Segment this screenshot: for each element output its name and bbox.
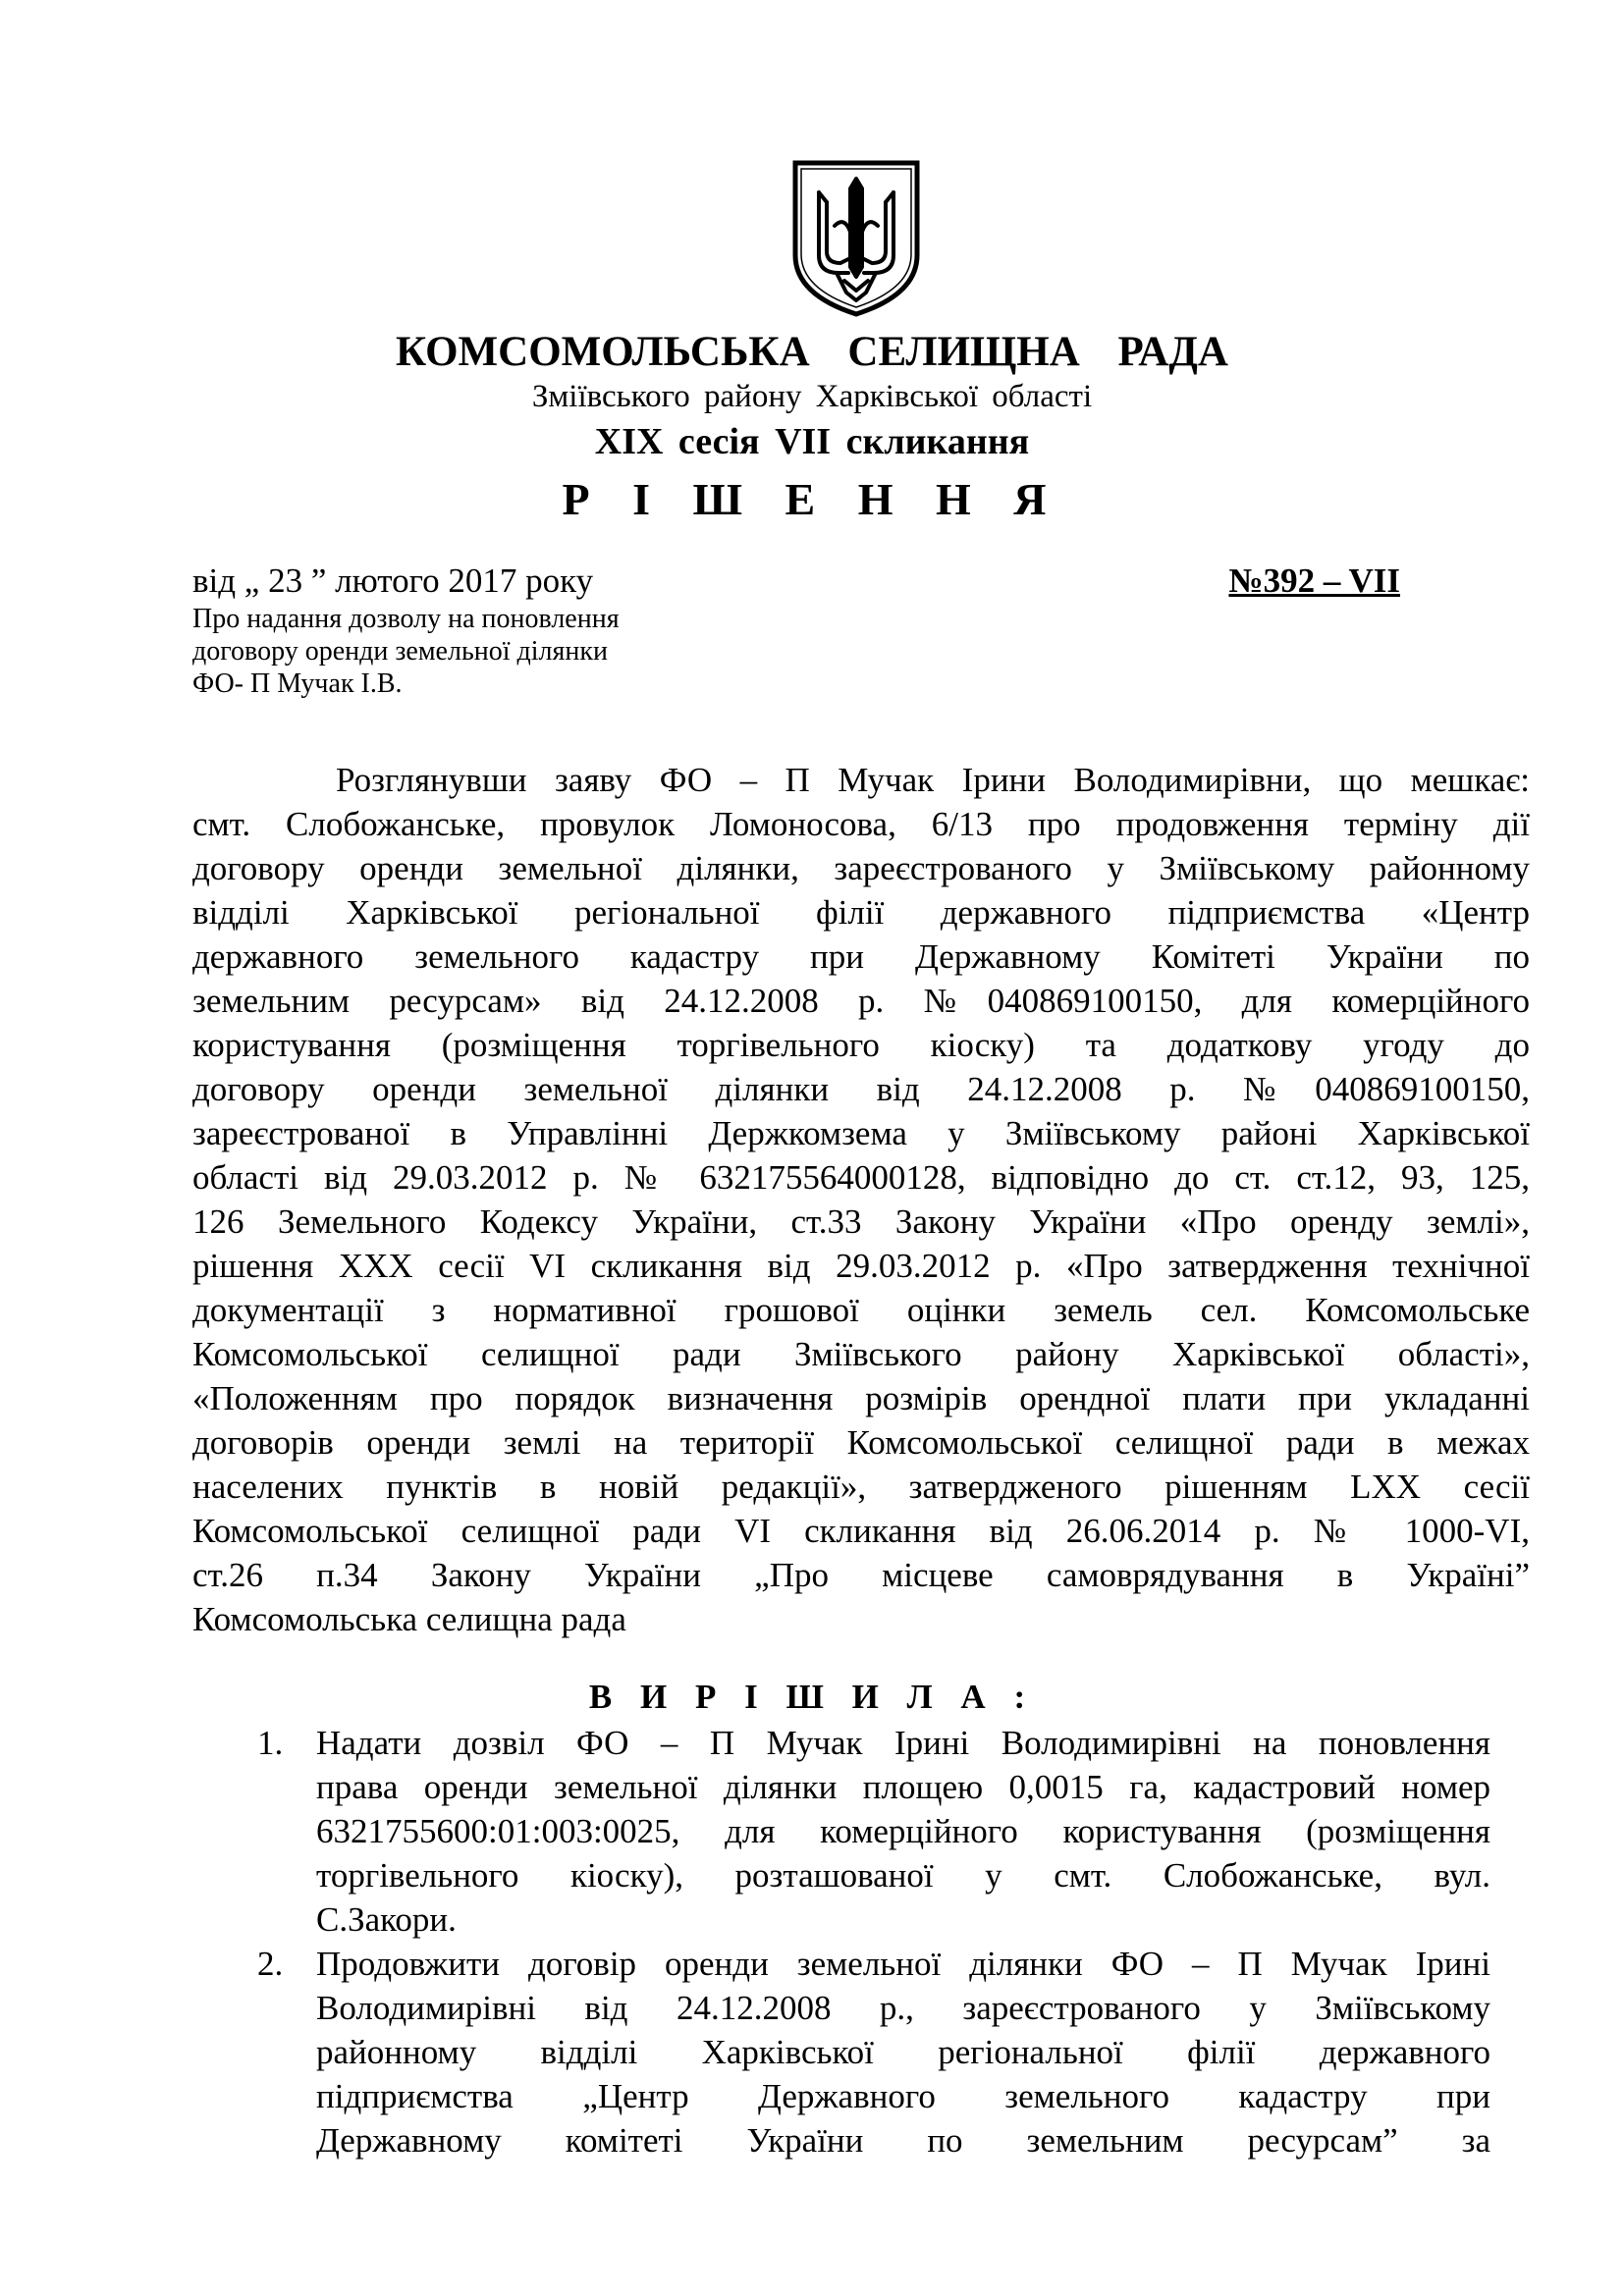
paragraph-line: державного земельного кадастру при Державному Комітеті України по — [192, 937, 1530, 976]
item-line: права оренди земельної ділянки площею 0,0015 га, кадастровий номер — [316, 1768, 1490, 1806]
item-line: С.Закори. — [316, 1900, 457, 1939]
session-convocation: ХІХ сесія VII скликання — [594, 421, 1030, 462]
paragraph-line: документації з нормативної грошової оцінки земель сел. Комсомольське — [192, 1291, 1530, 1329]
paragraph-line: Комсомольської селищної ради Зміївського району Харківської області», — [192, 1335, 1530, 1373]
item-line: районному відділі Харківської регіональної філії державного — [316, 2033, 1490, 2071]
paragraph-line: відділі Харківської регіональної філії державного підприємства «Центр — [192, 893, 1530, 932]
subject-line: ФО- П Мучак І.В. — [192, 668, 403, 699]
paragraph-line: Комсомольської селищної ради VІ скликання від 26.06.2014 р. № 1000-VI, — [192, 1512, 1530, 1550]
item-number: 1. — [257, 1724, 284, 1762]
paragraph-line: Комсомольська селищна рада — [192, 1600, 626, 1638]
decision-title: Р І Ш Е Н Н Я — [562, 474, 1062, 524]
paragraph-line: Розглянувши заяву ФО – П Мучак Ірини Володимирівни, що мешкає: — [336, 761, 1530, 799]
paragraph-line: договору оренди земельної ділянки, зареєстрованого у Зміївському районному — [192, 849, 1530, 887]
resolved-heading: В И Р І Ш И Л А : — [588, 1678, 1036, 1716]
item-line: 6321755600:01:003:0025, для комерційного користування (розміщення — [316, 1812, 1490, 1850]
council-name: КОМСОМОЛЬСЬКА СЕЛИЩНА РАДА — [396, 329, 1228, 375]
coat-of-arms-trident-icon — [789, 157, 923, 320]
item-line: Надати дозвіл ФО – П Мучак Ірині Володимирівні на поновлення — [316, 1724, 1490, 1762]
item-line: торгівельного кіоску), розташованої у смт. Слобожанське, вул. — [316, 1856, 1490, 1895]
paragraph-line: ст.26 п.34 Закону України „Про місцеве самоврядування в Україні” — [192, 1556, 1530, 1594]
paragraph-line: договорів оренди землі на території Комсомольської селищної ради в межах — [192, 1423, 1530, 1462]
paragraph-line: земельним ресурсам» від 24.12.2008 р. №040869100150, для комерційного — [192, 982, 1530, 1020]
item-line: Продовжити договір оренди земельної ділянки ФО – П Мучак Ірині — [316, 1945, 1490, 1983]
paragraph-line: «Положенням про порядок визначення розмірів орендної плати при укладанні — [192, 1379, 1530, 1417]
preamble-paragraph — [192, 758, 1530, 1641]
paragraph-line: 126 Земельного Кодексу України, ст.33 Закону України «Про оренду землі», — [192, 1202, 1530, 1241]
paragraph-line: смт. Слобожанське, провулок Ломоносова, 6/13 про продовження терміну дії — [192, 805, 1530, 843]
decision-subject — [192, 603, 620, 700]
item-text — [316, 1721, 1490, 1942]
paragraph-line: області від 29.03.2012 р. № 632175564000128, відповідно до ст. ст.12, 93, 125, — [192, 1158, 1530, 1197]
paragraph-line: населених пунктів в новій редакції», затвердженого рішенням LXX сесії — [192, 1468, 1530, 1506]
item-line: підприємства „Центр Державного земельного кадастру при — [316, 2077, 1490, 2115]
paragraph-line: рішення ХХХ сесії VІ скликання від 29.03.2012 р. «Про затвердження технічної — [192, 1247, 1530, 1285]
item-number: 2. — [257, 1945, 284, 1983]
item-text — [316, 1942, 1490, 2163]
decision-date: від „ 23 ” лютого 2017 року — [192, 561, 594, 600]
paragraph-line: користування (розміщення торгівельного кіоску) та додаткову угоду до — [192, 1026, 1530, 1064]
paragraph-line: договору оренди земельної ділянки від 24.12.2008 р. №040869100150, — [192, 1070, 1530, 1108]
subject-line: Про надання дозволу на поновлення — [192, 604, 620, 634]
paragraph-line: зареєстрованої в Управлінні Держкомзема у Зміївському районі Харківської — [192, 1114, 1530, 1152]
item-line: Державному комітеті України по земельним ресурсам” за — [316, 2121, 1490, 2160]
subject-line: договору оренди земельної ділянки — [192, 636, 608, 667]
decision-number: №392 – VІІ — [1228, 561, 1400, 600]
item-line: Володимирівні від 24.12.2008 р., зареєстрованого у Зміївському — [316, 1989, 1490, 2027]
district-region: Зміївського району Харківської області — [531, 379, 1093, 414]
